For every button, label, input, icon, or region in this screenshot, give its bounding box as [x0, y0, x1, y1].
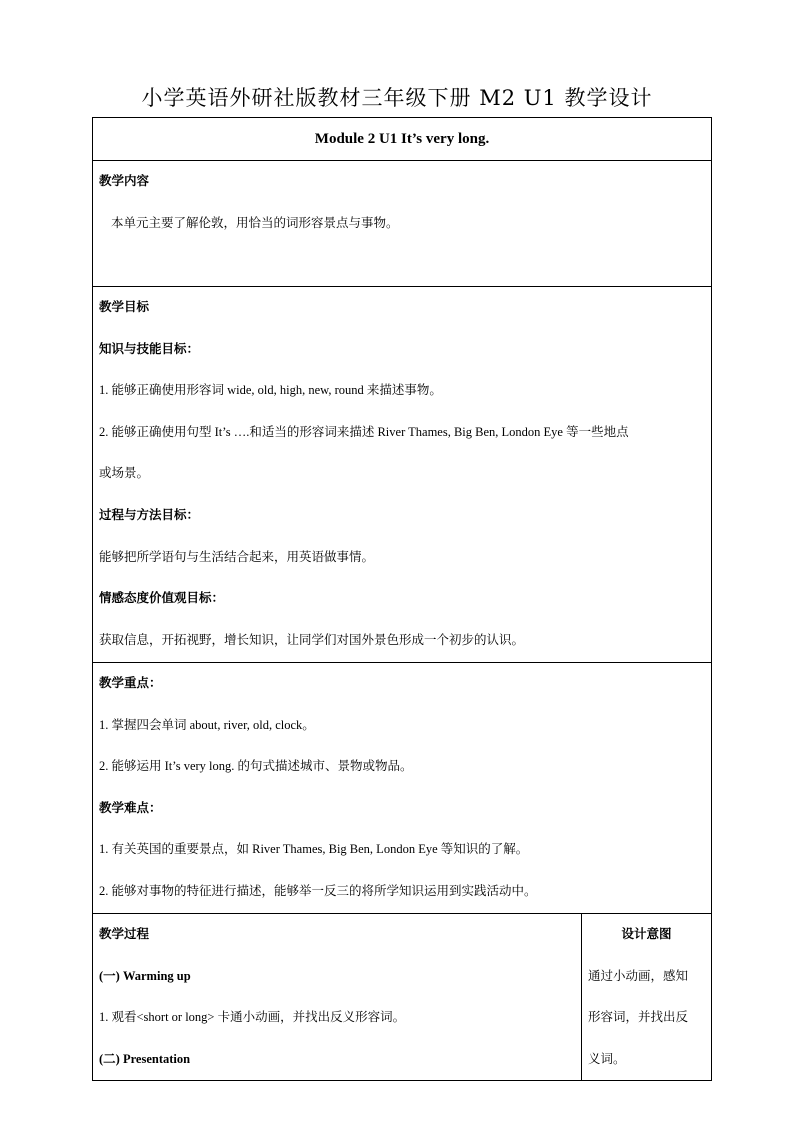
difficult-points-heading: 教学难点：	[99, 800, 162, 815]
module-heading: Module 2 U1 It’s very long.	[93, 118, 712, 161]
difficult-point-1: 1. 有关英国的重要景点，如 River Thames, Big Ben, London Eye 等知识的了解。	[99, 842, 529, 857]
objectives-section	[93, 287, 712, 663]
key-point-2: 2. 能够运用 It’s very long. 的句式描述城市、景物或物品。	[99, 759, 413, 774]
process-step-presentation: (二) Presentation	[99, 1051, 191, 1066]
knowledge-item-2: 2. 能够正确使用句型 It’s ….和适当的形容词来描述 River Thames, Big Ben, London Eye 等一些地点	[99, 424, 629, 439]
knowledge-item-2-cont: 或场景。	[99, 466, 150, 481]
design-intent-heading: 设计意图	[621, 927, 672, 941]
design-intent-line-2: 形容词，并找出反	[588, 1010, 689, 1025]
key-point-1: 1. 掌握四会单词 about, river, old, clock。	[99, 717, 315, 732]
objectives-row	[93, 287, 712, 663]
knowledge-heading: 知识与技能目标：	[99, 341, 200, 356]
emotion-text: 获取信息，开拓视野，增长知识，让同学们对国外景色形成一个初步的认识。	[99, 632, 525, 647]
process-method-text: 能够把所学语句与生活结合起来，用英语做事情。	[99, 549, 375, 564]
key-points-section	[93, 663, 712, 914]
objectives-heading: 教学目标	[99, 300, 150, 314]
module-row	[93, 118, 712, 161]
content-heading: 教学内容	[99, 174, 150, 188]
lesson-plan-table	[92, 117, 712, 1081]
content-text: 本单元主要了解伦敦，用恰当的词形容景点与事物。	[111, 215, 399, 230]
process-step-warming-up: (一) Warming up	[99, 968, 191, 983]
design-intent-line-1: 通过小动画，感知	[588, 968, 689, 983]
emotion-heading: 情感态度价值观目标：	[99, 591, 225, 606]
key-points-row	[93, 663, 712, 914]
difficult-point-2: 2. 能够对事物的特征进行描述，能够举一反三的将所学知识运用到实践活动中。	[99, 883, 537, 898]
design-intent-section	[582, 914, 712, 1081]
process-step-1-item: 1. 观看<short or long> 卡通小动画，并找出反义形容词。	[99, 1010, 406, 1025]
process-row	[93, 914, 712, 1081]
process-heading: 教学过程	[99, 927, 150, 941]
content-section	[93, 161, 712, 287]
process-method-heading: 过程与方法目标：	[99, 507, 200, 522]
document-title: 小学英语外研社版教材三年级下册 M2 U1 教学设计	[141, 86, 653, 110]
content-row	[93, 161, 712, 287]
process-section	[93, 914, 582, 1081]
knowledge-item-1: 1. 能够正确使用形容词 wide, old, high, new, round 来描述事物。	[99, 383, 442, 398]
design-intent-line-3: 义词。	[588, 1051, 626, 1066]
key-points-heading: 教学重点：	[99, 676, 162, 690]
